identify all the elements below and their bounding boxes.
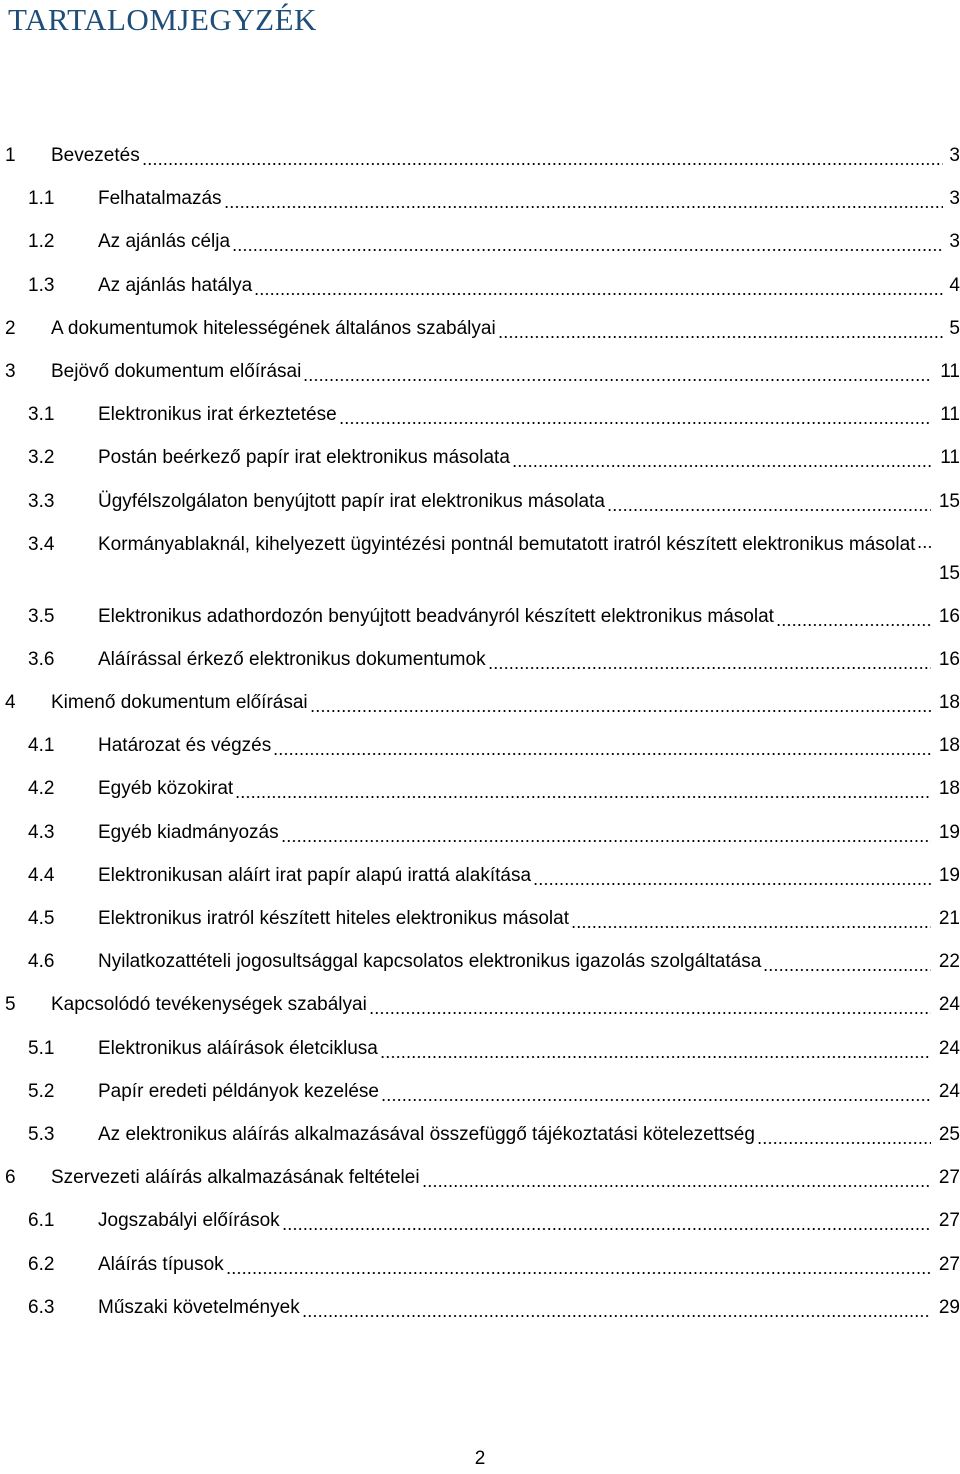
toc-entry-title: Postán beérkező papír irat elektronikus másolata (98, 447, 510, 469)
toc-entry-title: Papír eredeti példányok kezelése (98, 1080, 379, 1102)
toc-entry[interactable] (0, 220, 960, 263)
toc-entry-page: 16 (938, 648, 960, 670)
toc-dot-leader (498, 336, 943, 338)
toc-entry-number: 4 (5, 692, 16, 714)
toc-entry-page: 11 (940, 360, 960, 382)
toc-entry[interactable] (0, 811, 960, 854)
toc-entry-number: 4.1 (28, 735, 55, 757)
toc-entry[interactable] (0, 681, 960, 724)
toc-entry-title: Az ajánlás hatálya (98, 274, 253, 296)
toc-entry-number: 3.3 (28, 490, 55, 512)
toc-dot-leader (226, 1272, 931, 1274)
toc-entry-title: A dokumentumok hitelességének általános szabályai (51, 317, 496, 339)
toc-entry-number: 3.6 (28, 648, 55, 670)
toc-entry[interactable] (0, 523, 960, 595)
toc-entry-page: 29 (938, 1296, 960, 1318)
toc-entry[interactable] (0, 983, 960, 1026)
toc-entry-page: 24 (938, 1080, 960, 1102)
toc-dot-leader (571, 926, 931, 928)
toc-entry[interactable] (0, 767, 960, 810)
toc-entry-page: 18 (938, 778, 960, 800)
toc-entry-page: 24 (938, 994, 960, 1016)
toc-entry[interactable] (0, 393, 960, 436)
toc-dot-leader (380, 1056, 931, 1058)
toc-entry-title: Kormányablaknál, kihelyezett ügyintézési pontnál bemutatott iratról készített elektronikus másolat (98, 533, 916, 555)
toc-entry-number: 5 (5, 994, 16, 1016)
toc-entry-number: 2 (5, 317, 16, 339)
toc-dot-leader (757, 1142, 931, 1144)
toc-entry-title: Nyilatkozattételi jogosultsággal kapcsolatos elektronikus igazolás szolgáltatása (98, 951, 762, 973)
toc-entry-title: Elektronikus iratról készített hiteles elektronikus másolat (98, 908, 569, 929)
toc-entry[interactable] (0, 436, 960, 479)
toc-dot-leader (281, 840, 931, 842)
toc-entry-page: 3 (949, 231, 960, 253)
toc-entry-number: 3 (5, 360, 16, 382)
toc-entry-number: 6.1 (28, 1210, 55, 1232)
toc-entry-title: Jogszabályi előírások (98, 1210, 280, 1232)
toc-entry-title: Aláírás típusok (98, 1253, 224, 1275)
toc-entry[interactable] (0, 940, 960, 983)
toc-entry-title: Műszaki követelmények (98, 1296, 300, 1318)
toc-entry[interactable] (0, 1070, 960, 1113)
toc-entry-title: Bevezetés (51, 145, 140, 166)
toc-entry[interactable] (0, 1113, 960, 1156)
toc-entry-title: Egyéb kiadmányozás (98, 821, 279, 843)
toc-entry-title: Elektronikusan aláírt irat papír alapú irattá alakítása (98, 864, 532, 886)
toc-entry-title: Kapcsolódó tevékenységek szabályai (51, 994, 367, 1016)
toc-entry-page: 19 (938, 821, 960, 843)
toc-entry-page: 4 (949, 274, 960, 296)
toc-entry-number: 5.1 (28, 1037, 55, 1059)
toc-entry-title: Ügyfélszolgálaton benyújtott papír irat elektronikus másolata (98, 490, 605, 512)
toc-entry-page: 18 (938, 735, 960, 757)
toc-entry-number: 6.2 (28, 1253, 55, 1275)
toc-entry[interactable] (0, 1243, 960, 1286)
toc-entry-number: 4.5 (28, 908, 55, 929)
toc-entry-number: 4.4 (28, 864, 55, 886)
toc-entry[interactable] (0, 854, 960, 897)
toc-dot-leader (369, 1012, 931, 1014)
toc-dot-leader (339, 422, 931, 424)
toc-entry-title: Határozat és végzés (98, 735, 272, 757)
toc-dot-leader (512, 465, 931, 467)
toc-entry-page: 18 (938, 692, 960, 714)
toc-dot-leader (224, 206, 943, 208)
page-number: 2 (474, 1448, 486, 1469)
toc-dot-leader (381, 1099, 931, 1101)
toc-entry-title: Kimenő dokumentum előírásai (51, 692, 308, 714)
toc-dot-leader (254, 293, 943, 295)
toc-entry-number: 3.5 (28, 605, 55, 627)
toc-entry-title: Elektronikus aláírások életciklusa (98, 1037, 378, 1059)
toc-entry[interactable] (0, 638, 960, 681)
toc-entry-page: 25 (938, 1123, 960, 1145)
toc-entry[interactable] (0, 724, 960, 767)
toc-dot-leader (303, 379, 931, 381)
toc-entry-title: Elektronikus adathordozón benyújtott beadványról készített elektronikus másolat (98, 605, 774, 627)
toc-entry-number: 3.4 (28, 533, 55, 555)
toc-dot-leader (142, 163, 943, 165)
toc-entry-number: 6 (5, 1167, 16, 1189)
toc-entry[interactable] (0, 350, 960, 393)
toc-entry-page: 11 (940, 447, 960, 469)
toc-entry-page: 3 (949, 145, 960, 166)
toc-dot-leader (232, 249, 943, 251)
toc-dot-leader (302, 1315, 931, 1317)
toc-dot-leader (282, 1228, 931, 1230)
toc-entry-title: Szervezeti aláírás alkalmazásának feltételei (51, 1167, 420, 1189)
toc-entry-page: 24 (938, 1037, 960, 1059)
toc-entry-page: 5 (949, 317, 960, 339)
page-title: TARTALOMJEGYZÉK (8, 2, 317, 37)
toc-entry[interactable] (0, 1199, 960, 1242)
toc-entry[interactable] (0, 177, 960, 220)
toc-dot-leader (310, 710, 931, 712)
toc-entry-page: 3 (949, 188, 960, 210)
toc-entry-page: 22 (938, 951, 960, 973)
toc-dot-leader (533, 883, 931, 885)
toc-entry[interactable] (0, 480, 960, 523)
toc-entry[interactable] (0, 1027, 960, 1070)
toc-entry-number: 1 (5, 145, 16, 166)
toc-entry-number: 3.1 (28, 404, 55, 426)
toc-entry-number: 4.3 (28, 821, 55, 843)
toc-entry[interactable] (0, 897, 960, 940)
toc-entry[interactable] (0, 1156, 960, 1199)
toc-dot-leader (763, 969, 931, 971)
toc-entry-page: 16 (938, 605, 960, 627)
toc-entry[interactable] (0, 1286, 960, 1329)
toc-entry-number: 1.3 (28, 274, 55, 296)
toc-entry-page: 11 (940, 404, 960, 426)
toc-dot-leader (488, 667, 931, 669)
toc-entry-number: 4.2 (28, 778, 55, 800)
table-of-contents (0, 134, 960, 1329)
toc-dot-leader (422, 1185, 931, 1187)
toc-entry-number: 1.2 (28, 231, 55, 253)
toc-entry-title: Az elektronikus aláírás alkalmazásával összefüggő tájékoztatási kötelezettség (98, 1123, 755, 1145)
toc-entry-number: 4.6 (28, 951, 55, 973)
toc-entry-number: 5.3 (28, 1123, 55, 1145)
toc-entry-number: 5.2 (28, 1080, 55, 1102)
toc-entry-title: Aláírással érkező elektronikus dokumentumok (98, 648, 486, 670)
toc-entry[interactable] (0, 595, 960, 638)
toc-entry-number: 6.3 (28, 1296, 55, 1318)
toc-entry[interactable] (0, 134, 960, 177)
toc-entry-page: 27 (938, 1167, 960, 1189)
toc-dot-leader (273, 753, 931, 755)
toc-dot-leader (607, 509, 931, 511)
toc-entry-title: Felhatalmazás (98, 188, 222, 210)
toc-entry-number: 3.2 (28, 447, 55, 469)
toc-dot-leader (776, 624, 931, 626)
toc-entry-page: 19 (938, 864, 960, 886)
toc-entry-title: Elektronikus irat érkeztetése (98, 404, 337, 426)
toc-entry-title: Egyéb közokirat (98, 778, 234, 800)
toc-entry-page: 27 (938, 1210, 960, 1232)
toc-entry-page: 21 (938, 908, 960, 929)
toc-dot-leader (917, 546, 931, 548)
toc-entry-page: 15 (938, 562, 960, 584)
toc-entry-number: 1.1 (28, 188, 55, 210)
toc-entry-page: 15 (938, 490, 960, 512)
toc-entry[interactable] (0, 307, 960, 350)
toc-entry-page: 27 (938, 1253, 960, 1275)
toc-dot-leader (235, 796, 931, 798)
toc-entry-title: Az ajánlás célja (98, 231, 231, 253)
toc-entry[interactable] (0, 264, 960, 307)
toc-entry-title: Bejövő dokumentum előírásai (51, 360, 302, 382)
